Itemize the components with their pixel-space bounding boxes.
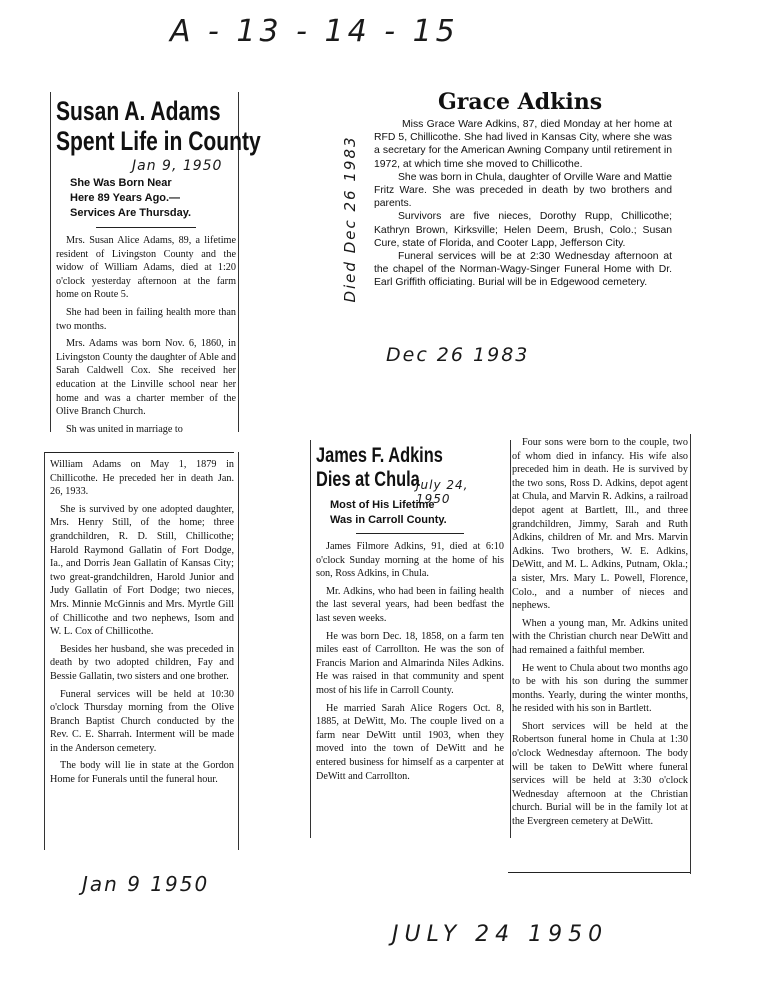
- adams-col2-para3: Besides her husband, she was preceded in death by two adopted children, Fay and Bessie Gallatin, two sisters and one brother.: [50, 643, 234, 682]
- adams-date-note: Jan 9, 1950: [132, 158, 223, 174]
- adams-col1-para4: Sh was united in marriage to: [66, 423, 183, 435]
- james-clipping-col2: [508, 434, 698, 874]
- grace-margin-note: Died Dec 26 1983: [341, 135, 359, 303]
- adams-col1-para1: Mrs. Susan Alice Adams, 89, a lifetime resident of Livingston County and the widow of William Adams, died at 1:20 o'clock yesterday afternoon at the farm home on Route 5.: [56, 235, 236, 301]
- grace-headline: Grace Adkins: [438, 89, 603, 115]
- james-col1-para4: He married Sarah Alice Rogers Oct. 8, 1885, at DeWitt, Mo. The couple lived on a farm near DeWitt until 1903, when they moved into the town of DeWitt and he entered business for himself as a carpenter at DeWitt and Carrollton.: [316, 702, 504, 782]
- james-clipping-col1: [310, 440, 506, 840]
- james-col1-para1: James Filmore Adkins, 91, died at 6:10 o'clock Sunday morning at the home of his son, Ross Adkins, in Chula.: [316, 541, 504, 580]
- adams-deck-line3: Services Are Thursday.: [70, 207, 192, 219]
- adams-col2-para1: William Adams on May 1, 1879 in Chillicothe. He preceded her in death Jan. 26, 1933.: [50, 459, 234, 498]
- james-col1-para2: Mr. Adkins, who had been in failing health the last several years, had been bedfast the last seven weeks.: [316, 585, 504, 624]
- adams-headline-line2: Spent Life in County: [56, 126, 261, 156]
- adams-clipping-top: [50, 92, 261, 442]
- file-label: A - 13 - 14 - 15: [170, 14, 459, 49]
- adams-col2-para5: The body will lie in state at the Gordon Home for Funerals until the funeral hour.: [50, 760, 234, 786]
- adams-handwritten-date: Jan 9 1950: [82, 872, 210, 896]
- adams-clipping-bottom: [44, 452, 240, 852]
- james-col1-para3: He was born Dec. 18, 1858, on a farm ten miles east of Carrollton. He was the son of Francis Marion and Almarinda Niles Adkins. He was raised in that community and spent most of his life in Carroll County.: [316, 630, 504, 696]
- adams-col2-para2: She is survived by one adopted daughter, Mrs. Henry Still, of the home; three grandchildren, R. D. Still, Chillicothe; Harold Raymond Gallatin of Fort Dodge, Ia., and Dorris Jean Gallatin of Kansas City; two great-grandchildren, Harold Junior and Judy Gallatin of Fort Dodge; two nieces, Mrs. Minnie McGinnis and Mrs. Myrtle Gill of Chillicothe and two nephews, Isom and W. L. Cox of Chillicothe.: [50, 503, 234, 638]
- james-deck-line1: Most of His Lifetime: [330, 499, 435, 511]
- james-col2-para2: When a young man, Mr. Adkins united with the Christian church near DeWitt and had remained a faithful member.: [512, 617, 688, 656]
- james-handwritten-date: JULY 24 1950: [392, 922, 609, 947]
- grace-para3: Survivors are five nieces, Dorothy Rupp, Chillicothe; Kathryn Brown, Kirksville; Helen Deem, Brush, Colo.; Susan Cure, state of Florida, and Cooter Lapp, Jefferson City.: [374, 211, 672, 249]
- james-deck-line2: Was in Carroll County.: [330, 514, 447, 526]
- adams-deck-line2: Here 89 Years Ago.—: [70, 192, 181, 204]
- grace-clipping: [374, 88, 674, 318]
- grace-para4: Funeral services will be at 2:30 Wednesday afternoon at the chapel of the Norman-Wagy-Singer Funeral Home with Dr. Earl Griffith officiating. Burial will be in Edgewood cemetery.: [374, 251, 672, 289]
- adams-col1-para2: She had been in failing health more than two months.: [56, 306, 236, 332]
- james-col2-para3: He went to Chula about two months ago to be with his son during the summer months. Yearly, during the winter months, he resided with his son in Bartlett.: [512, 662, 688, 715]
- james-date-note: July 24, 1950: [416, 478, 469, 506]
- james-headline-line2: Dies at Chula: [316, 468, 420, 491]
- james-col2-para1: Four sons were born to the couple, two of whom died in infancy. His wife also preceded him in death. He is survived by the two sons, Ross D. Adkins, depot agent at Chula, and Marvin R. Adkins, a railroad depot agent at Bartlett, Ill., and three grandchildren, Jimmy, Sarah and Ruth Adkins, children of Mr. and Mrs. Marvin Adkins. Two brothers, W. E. Adkins, DeWitt, and M. L. Adkins, Putnam, Okla.; a sister, Mrs. Mary L. Powell, Florence, Colo., and a number of nieces and nephews.: [512, 437, 688, 612]
- adams-col1-para3: Mrs. Adams was born Nov. 6, 1860, in Livingston County the daughter of Able and Sarah Caldwell Cox. She received her education at the Linville school near her home and was a charter member of the Olive Branch Church.: [56, 338, 236, 418]
- james-col2-para4: Short services will be held at the Robertson funeral home in Chula at 1:30 o'clock Wednesday afternoon. The body will be taken to DeWitt where funeral services will be held at 3:30 o'clock Wednesday afternoon at the Christian church. Burial will be in the family lot at the Evergreen cemetery at DeWitt.: [512, 720, 688, 828]
- grace-para1: Miss Grace Ware Adkins, 87, died Monday at her home at RFD 5, Chillicothe. She had lived in Kansas City, where she was a secretary for the American Awning Company until retirement in 1972, at which time she moved to Chillicothe.: [374, 119, 672, 170]
- adams-col2-para4: Funeral services will be held at 10:30 o'clock Thursday morning from the Olive Branch Baptist Church conducted by the Rev. C. E. Sharrah. Interment will be made in the Anderson cemetery.: [50, 688, 234, 754]
- grace-handwritten-date: Dec 26 1983: [386, 344, 530, 366]
- grace-para2: She was born in Chula, daughter of Orville Ware and Mattie Fritz Ware. She was preceded in death by two brothers and parents.: [374, 171, 672, 210]
- james-headline-line1: James F. Adkins: [316, 444, 443, 467]
- adams-headline-line1: Susan A. Adams: [56, 96, 221, 126]
- adams-deck-line1: She Was Born Near: [70, 177, 172, 189]
